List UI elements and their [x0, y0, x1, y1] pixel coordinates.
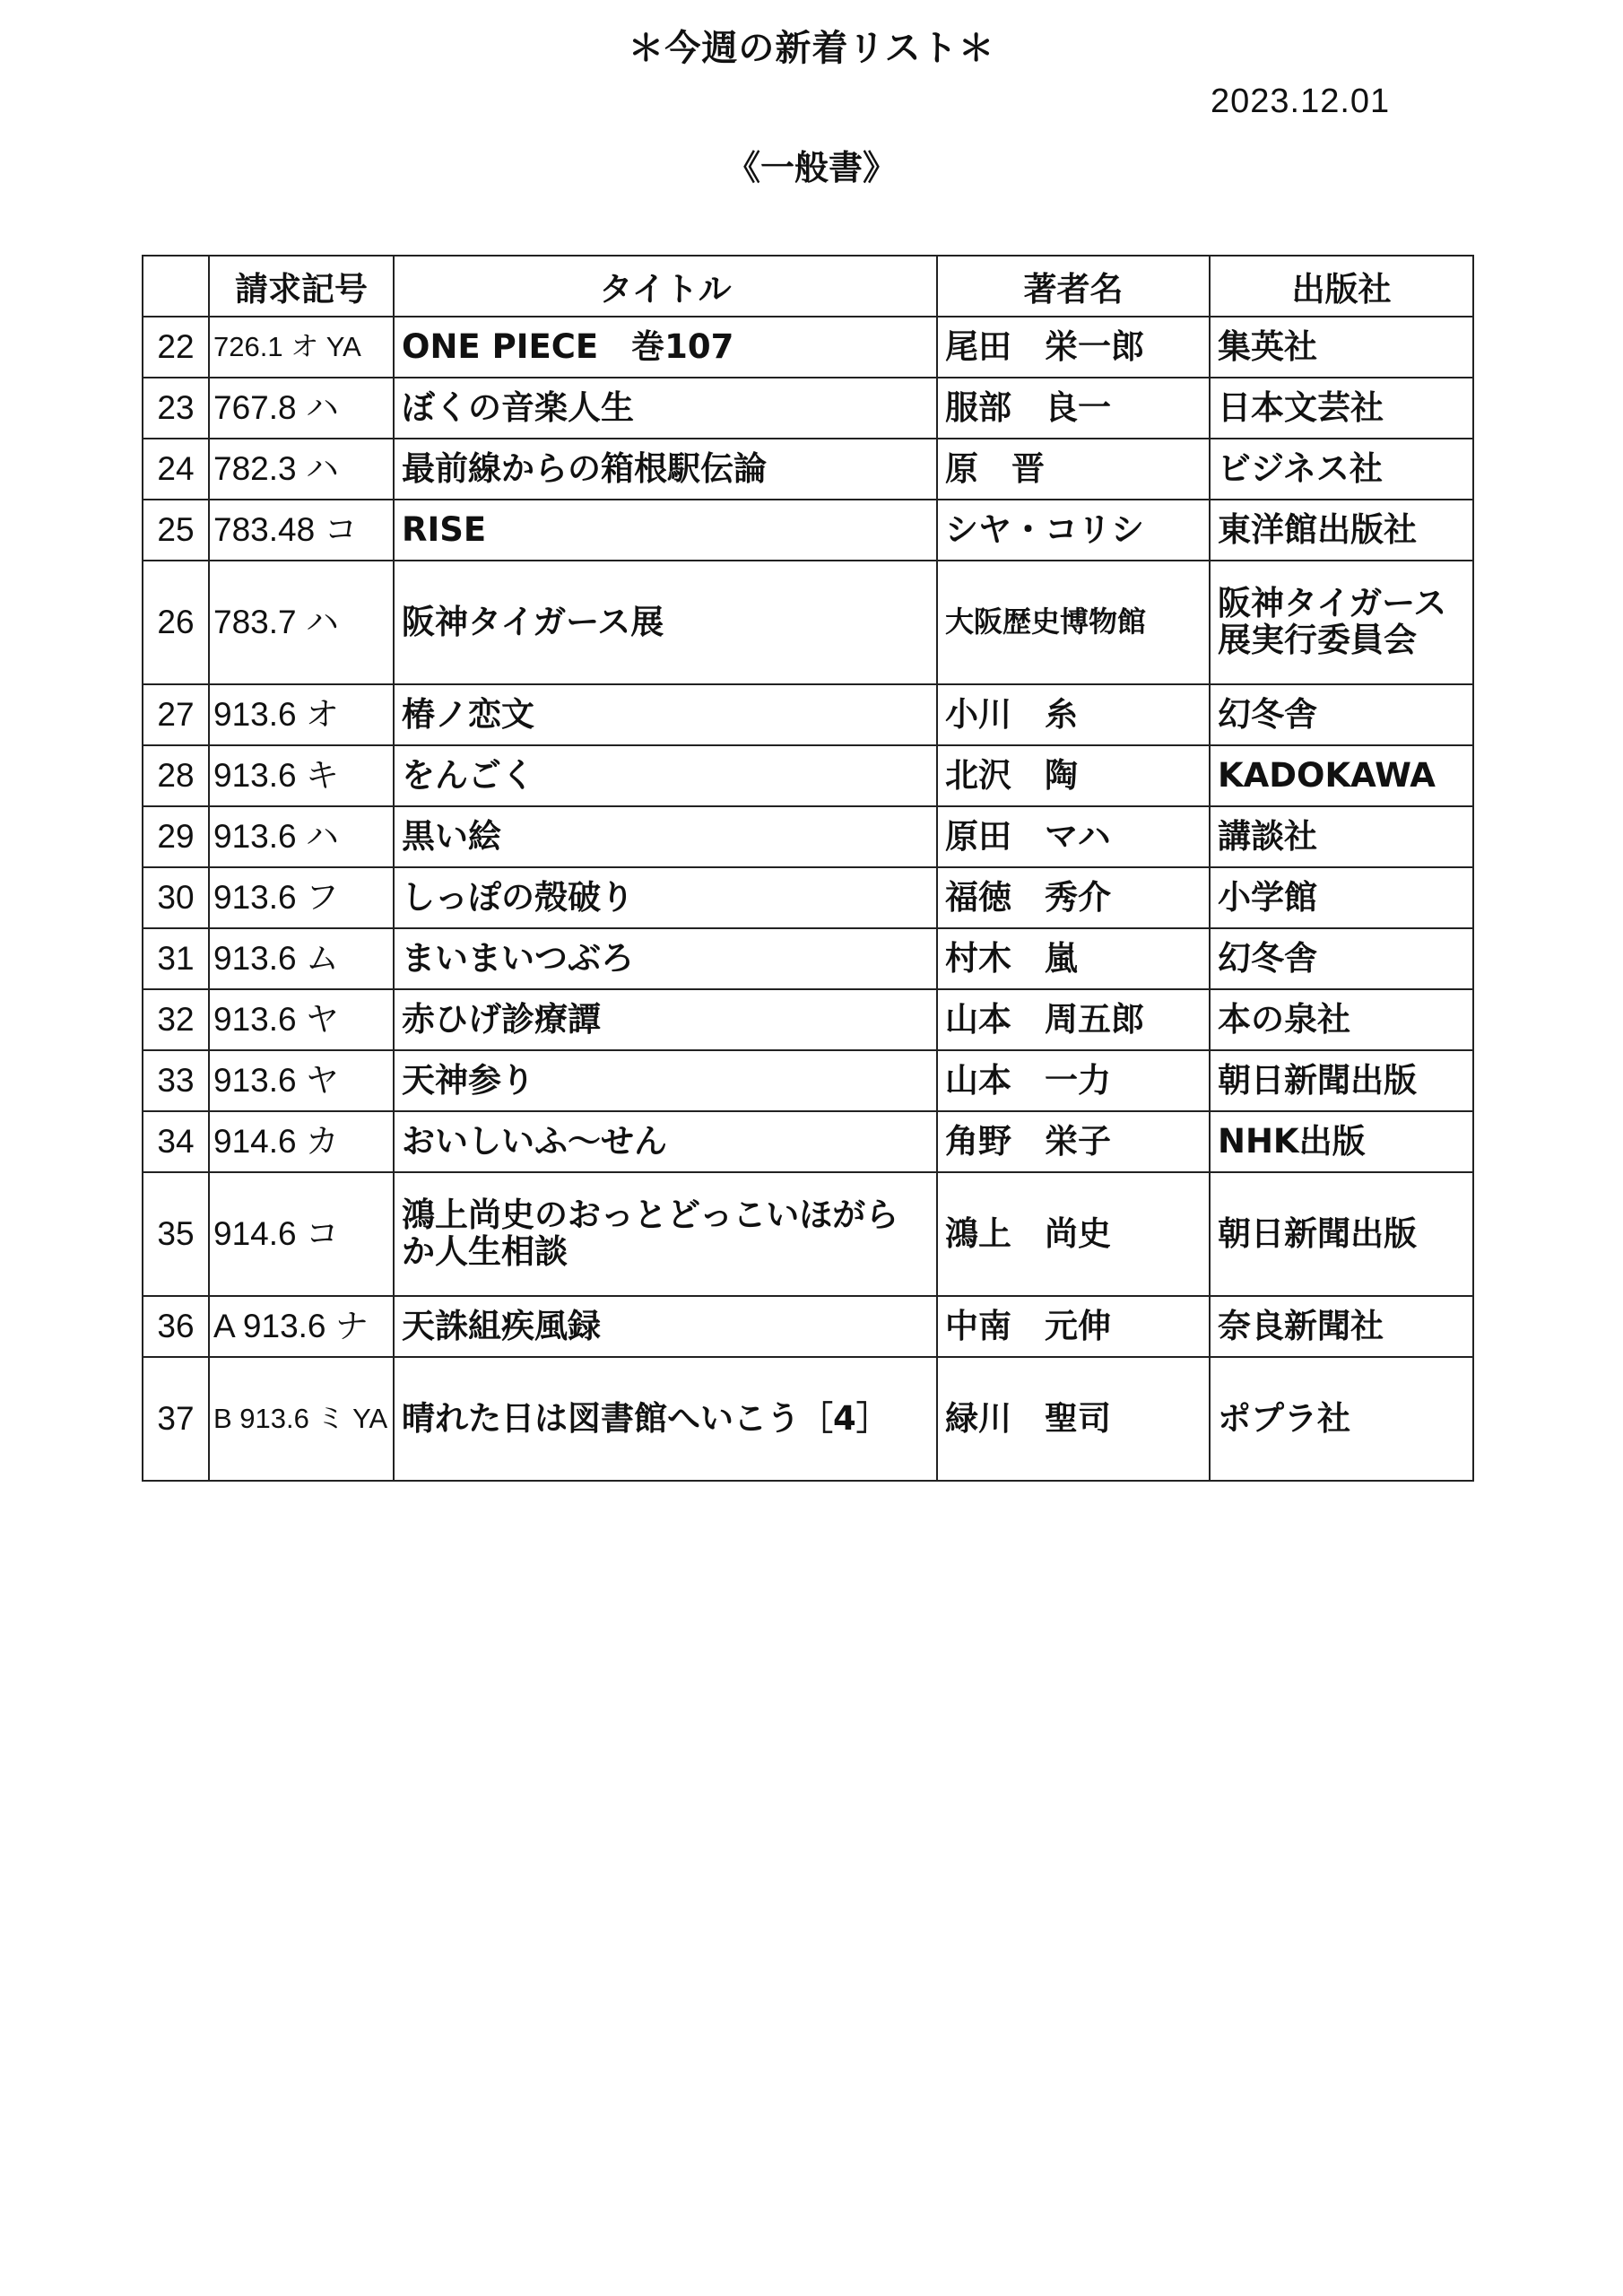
table-row — [143, 1296, 1473, 1357]
page-title: ＊今週の新着リスト＊ — [628, 28, 995, 69]
row-number: 24 — [143, 439, 209, 500]
book-title: 最前線からの箱根駅伝論 — [394, 439, 937, 500]
row-number: 27 — [143, 684, 209, 745]
author: 大阪歴史博物館 — [937, 561, 1210, 684]
table-row — [143, 989, 1473, 1050]
call-number: 782.3 ハ — [209, 439, 394, 500]
publisher: KADOKAWA — [1210, 745, 1473, 806]
call-number: 783.7 ハ — [209, 561, 394, 684]
author: 村木 嵐 — [937, 928, 1210, 989]
table-row — [143, 317, 1473, 378]
publisher: 阪神タイガース展実行委員会 — [1210, 561, 1473, 684]
call-number: 726.1 オ YA — [209, 317, 394, 378]
table-row — [143, 1172, 1473, 1296]
author: 原 晋 — [937, 439, 1210, 500]
author: 服部 良一 — [937, 378, 1210, 439]
table-row — [143, 500, 1473, 561]
table-row — [143, 439, 1473, 500]
book-title: 天神参り — [394, 1050, 937, 1111]
publisher: 小学館 — [1210, 867, 1473, 928]
call-number: 913.6 ム — [209, 928, 394, 989]
call-number: 913.6 ハ — [209, 806, 394, 867]
table-header-row — [143, 256, 1473, 317]
new-books-table — [142, 255, 1474, 1482]
call-number: 914.6 カ — [209, 1111, 394, 1172]
publisher: 東洋館出版社 — [1210, 500, 1473, 561]
book-title: 鴻上尚史のおっとどっこいほがらか人生相談 — [394, 1172, 937, 1296]
table-row — [143, 684, 1473, 745]
table-row — [143, 867, 1473, 928]
author: 緑川 聖司 — [937, 1357, 1210, 1481]
row-number: 23 — [143, 378, 209, 439]
author: 小川 糸 — [937, 684, 1210, 745]
author: 原田 マハ — [937, 806, 1210, 867]
author: 鴻上 尚史 — [937, 1172, 1210, 1296]
book-title: 赤ひげ診療譚 — [394, 989, 937, 1050]
call-number: 913.6 ヤ — [209, 989, 394, 1050]
table-row — [143, 378, 1473, 439]
publisher: NHK出版 — [1210, 1111, 1473, 1172]
book-title: しっぽの殻破り — [394, 867, 937, 928]
column-header-publisher: 出版社 — [1210, 256, 1473, 317]
row-number: 30 — [143, 867, 209, 928]
publisher: 幻冬舎 — [1210, 684, 1473, 745]
column-header-number — [143, 256, 209, 317]
row-number: 37 — [143, 1357, 209, 1481]
column-header-author: 著者名 — [937, 256, 1210, 317]
publisher: 日本文芸社 — [1210, 378, 1473, 439]
call-number: 913.6 オ — [209, 684, 394, 745]
table-row — [143, 928, 1473, 989]
call-number: 913.6 ヤ — [209, 1050, 394, 1111]
call-number: A 913.6 ナ — [209, 1296, 394, 1357]
publisher: 講談社 — [1210, 806, 1473, 867]
book-title: 椿ノ恋文 — [394, 684, 937, 745]
author: 角野 栄子 — [937, 1111, 1210, 1172]
row-number: 26 — [143, 561, 209, 684]
call-number: B 913.6 ミ YA — [209, 1357, 394, 1481]
row-number: 34 — [143, 1111, 209, 1172]
call-number: 913.6 フ — [209, 867, 394, 928]
section-title: 《一般書》 — [725, 148, 897, 187]
table-row — [143, 1111, 1473, 1172]
author: 福徳 秀介 — [937, 867, 1210, 928]
column-header-title: タイトル — [394, 256, 937, 317]
publisher: 集英社 — [1210, 317, 1473, 378]
table-row — [143, 1050, 1473, 1111]
book-title: 天誅組疾風録 — [394, 1296, 937, 1357]
row-number: 35 — [143, 1172, 209, 1296]
table-row — [143, 1357, 1473, 1481]
book-title: ぼくの音楽人生 — [394, 378, 937, 439]
call-number: 783.48 コ — [209, 500, 394, 561]
column-header-call-number: 請求記号 — [209, 256, 394, 317]
table-row — [143, 561, 1473, 684]
author: 中南 元伸 — [937, 1296, 1210, 1357]
publisher: ビジネス社 — [1210, 439, 1473, 500]
list-date: 2023.12.01 — [1211, 83, 1391, 120]
call-number: 913.6 キ — [209, 745, 394, 806]
publisher: 幻冬舎 — [1210, 928, 1473, 989]
publisher: ポプラ社 — [1210, 1357, 1473, 1481]
row-number: 32 — [143, 989, 209, 1050]
author: 山本 一力 — [937, 1050, 1210, 1111]
author: 山本 周五郎 — [937, 989, 1210, 1050]
author: シヤ・コリシ — [937, 500, 1210, 561]
book-title: RISE — [394, 500, 937, 561]
book-title: 晴れた日は図書館へいこう［4］ — [394, 1357, 937, 1481]
author: 北沢 陶 — [937, 745, 1210, 806]
book-title: おいしいふ～せん — [394, 1111, 937, 1172]
book-title: ONE PIECE 巻107 — [394, 317, 937, 378]
publisher: 朝日新聞出版 — [1210, 1172, 1473, 1296]
row-number: 31 — [143, 928, 209, 989]
row-number: 28 — [143, 745, 209, 806]
row-number: 29 — [143, 806, 209, 867]
call-number: 767.8 ハ — [209, 378, 394, 439]
book-title: 黒い絵 — [394, 806, 937, 867]
publisher: 朝日新聞出版 — [1210, 1050, 1473, 1111]
row-number: 36 — [143, 1296, 209, 1357]
row-number: 33 — [143, 1050, 209, 1111]
row-number: 25 — [143, 500, 209, 561]
book-title: まいまいつぶろ — [394, 928, 937, 989]
book-title: をんごく — [394, 745, 937, 806]
table-row — [143, 745, 1473, 806]
author: 尾田 栄一郎 — [937, 317, 1210, 378]
row-number: 22 — [143, 317, 209, 378]
book-title: 阪神タイガース展 — [394, 561, 937, 684]
publisher: 本の泉社 — [1210, 989, 1473, 1050]
table-row — [143, 806, 1473, 867]
call-number: 914.6 コ — [209, 1172, 394, 1296]
publisher: 奈良新聞社 — [1210, 1296, 1473, 1357]
